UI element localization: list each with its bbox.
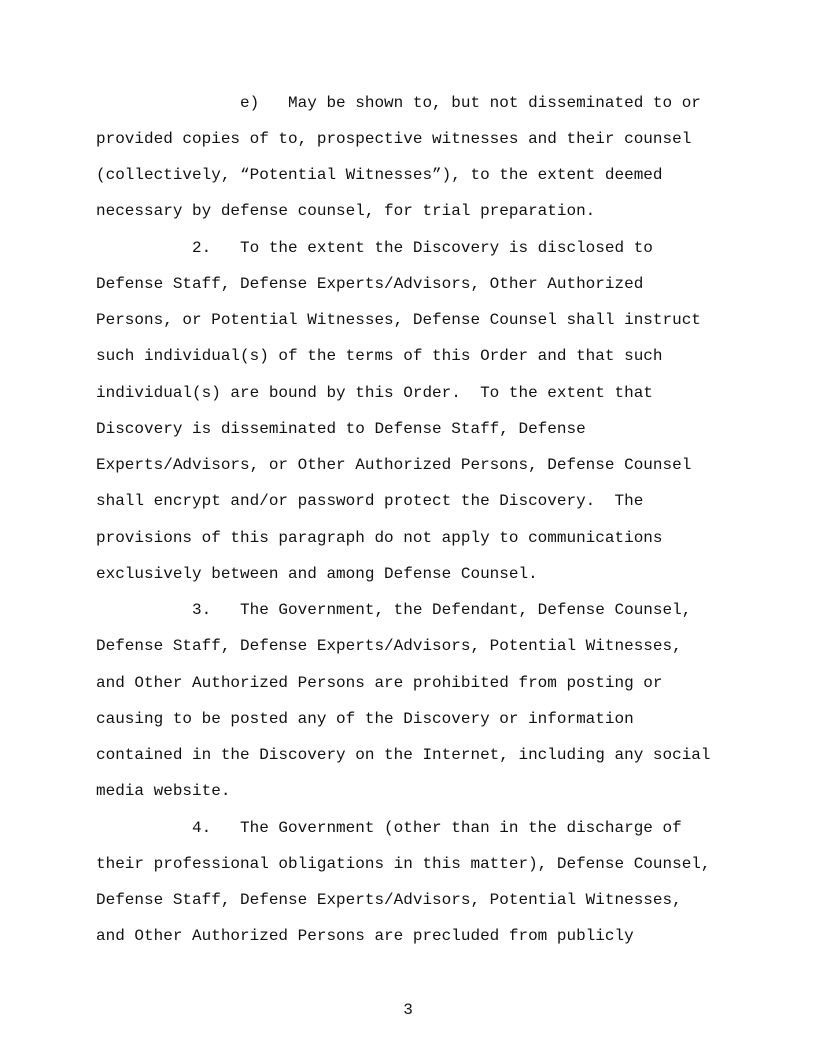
text-line: 2. To the extent the Discovery is disclosed to — [96, 239, 653, 257]
text-line: (collectively, “Potential Witnesses”), to the extent deemed — [96, 166, 663, 184]
text-line: provided copies of to, prospective witnesses and their counsel — [96, 130, 692, 148]
text-line: such individual(s) of the terms of this Order and that such — [96, 347, 663, 365]
text-line: individual(s) are bound by this Order. To the extent that — [96, 384, 653, 402]
text-line: exclusively between and among Defense Counsel. — [96, 565, 538, 583]
text-line: Defense Staff, Defense Experts/Advisors, Potential Witnesses, — [96, 637, 682, 655]
text-line: Persons, or Potential Witnesses, Defense Counsel shall instruct — [96, 311, 701, 329]
text-line: Experts/Advisors, or Other Authorized Persons, Defense Counsel — [96, 456, 692, 474]
text-line: 3. The Government, the Defendant, Defense Counsel, — [96, 601, 692, 619]
text-line: provisions of this paragraph do not apply to communications — [96, 529, 663, 547]
page-number: 3 — [403, 1001, 413, 1019]
text-line: e) May be shown to, but not disseminated to or — [96, 94, 701, 112]
text-line: and Other Authorized Persons are precluded from publicly — [96, 927, 634, 945]
text-line: their professional obligations in this matter), Defense Counsel, — [96, 855, 711, 873]
text-line: 4. The Government (other than in the discharge of — [96, 819, 682, 837]
text-line: Discovery is disseminated to Defense Staff, Defense — [96, 420, 586, 438]
text-line: and Other Authorized Persons are prohibited from posting or — [96, 674, 663, 692]
text-line: shall encrypt and/or password protect the Discovery. The — [96, 492, 644, 510]
text-line: Defense Staff, Defense Experts/Advisors, Other Authorized — [96, 275, 644, 293]
text-line: contained in the Discovery on the Internet, including any social — [96, 746, 711, 764]
text-line: causing to be posted any of the Discovery or information — [96, 710, 634, 728]
text-line: Defense Staff, Defense Experts/Advisors, Potential Witnesses, — [96, 891, 682, 909]
text-line: necessary by defense counsel, for trial preparation. — [96, 202, 596, 220]
text-line: media website. — [96, 782, 231, 800]
